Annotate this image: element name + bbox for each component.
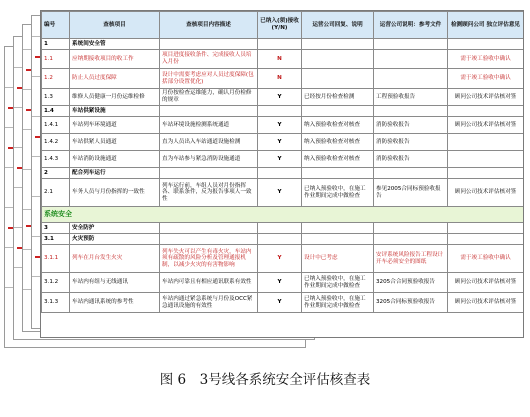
table-body (42, 39, 524, 313)
cell-check (258, 223, 302, 234)
cell-reply (302, 106, 374, 117)
cell-check (258, 234, 302, 245)
cell-reply: 已纳入预验收中，在施工作业期间完成中做检查 (302, 273, 374, 293)
cell-evidence: 消防验收报告 (374, 151, 448, 168)
cell-opinion: 顾问公司技术评估核对签 (448, 117, 524, 134)
cell-evidence: 消防验收报告 (374, 117, 448, 134)
cell-item: 车务人员与月份指挥的一致性 (70, 179, 160, 207)
cell-item: 防止人员过度保障 (70, 69, 160, 89)
cell-num: 2 (42, 168, 70, 179)
header-item: 查核项目 (70, 12, 160, 39)
section-label: 系统安全 (42, 207, 524, 223)
cell-opinion: 需于竣工验收中确认 (448, 50, 524, 69)
cell-evidence (374, 106, 448, 117)
cell-desc: 列车运行前，车组人员对月份指挥各、联系条件，反为报告事项人一致性 (160, 179, 258, 207)
cell-opinion (448, 223, 524, 234)
cell-evidence (374, 223, 448, 234)
table-row (42, 293, 524, 313)
cell-item: 配合列车运行 (70, 168, 160, 179)
cell-opinion (448, 106, 524, 117)
cell-opinion (448, 168, 524, 179)
cell-evidence: 消防验收报告 (374, 134, 448, 151)
cell-reply (302, 39, 374, 50)
table-row (42, 273, 524, 293)
cell-check: N (258, 69, 302, 89)
cell-reply: 已经按月份检查检测 (302, 89, 374, 106)
cell-num: 3.1.1 (42, 245, 70, 273)
table-row (42, 106, 524, 117)
header-evidence: 运营公司说明：参考文件 (374, 12, 448, 39)
cell-opinion (448, 151, 524, 168)
cell-item: 列车在月台发生火灾 (70, 245, 160, 273)
cell-check: Y (258, 151, 302, 168)
cell-num: 1.4.3 (42, 151, 70, 168)
cell-opinion: 需于竣工验收中确认 (448, 69, 524, 89)
cell-num: 1 (42, 39, 70, 50)
cell-check: Y (258, 273, 302, 293)
table-row (42, 50, 524, 69)
cell-opinion: 顾问公司技术评估核对签 (448, 179, 524, 207)
cell-desc (160, 106, 258, 117)
cell-reply: 设计中已考虑 (302, 245, 374, 273)
cell-item: 车站供紧人员通道 (70, 134, 160, 151)
cell-check: Y (258, 134, 302, 151)
table-row (42, 234, 524, 245)
cell-evidence (374, 234, 448, 245)
table-row (42, 134, 524, 151)
cell-item: 应纳期接收项目的收工作 (70, 50, 160, 69)
checklist-sheet (40, 10, 524, 338)
cell-item: 车站列车环境通道 (70, 117, 160, 134)
cell-evidence: 3205合同标预验收报告 (374, 293, 448, 313)
header-check: 已纳入(须)接收(Y/N) (258, 12, 302, 39)
cell-item: 车站内有组与无线通讯 (70, 273, 160, 293)
cell-opinion (448, 134, 524, 151)
cell-check: Y (258, 117, 302, 134)
cell-check: Y (258, 245, 302, 273)
cell-num: 3 (42, 223, 70, 234)
cell-reply: 已纳入预验收中，在施工作业期间完成中做检查 (302, 179, 374, 207)
cell-desc: 车站内通过紧急系统与月份及OCC紧急通讯设施的有效性 (160, 293, 258, 313)
header-num: 编号 (42, 12, 70, 39)
figure-caption: 图 6 3号线各系统安全评估核查表 (159, 372, 371, 388)
cell-reply (302, 50, 374, 69)
cell-check (258, 39, 302, 50)
cell-num: 1.4.2 (42, 134, 70, 151)
cell-check: Y (258, 293, 302, 313)
cell-num: 2.1 (42, 179, 70, 207)
cell-desc: 项目进度接收条件、完成接收人员培入月份 (160, 50, 258, 69)
cell-evidence: 参见2005合同标预验收报告 (374, 179, 448, 207)
cell-num: 1.3 (42, 89, 70, 106)
header-opinion: 检测顾问公司 独立评估意见 (448, 12, 524, 39)
cell-reply: 纳入预验收检查对核查 (302, 151, 374, 168)
cell-desc: 车站内可靠且有相应通讯联系有效性 (160, 273, 258, 293)
cell-item: 火灾预防 (70, 234, 160, 245)
cell-check: Y (258, 179, 302, 207)
cell-check: Y (258, 89, 302, 106)
cell-opinion (448, 234, 524, 245)
cell-desc: 设计中需要考虑应对人员过度保障(包括部分设置优化) (160, 69, 258, 89)
cell-reply: 已纳入预验收中，在施工作业期间完成中做检查 (302, 293, 374, 313)
cell-item: 车站消防设施通道 (70, 151, 160, 168)
cell-num: 1.4.1 (42, 117, 70, 134)
cell-check: N (258, 50, 302, 69)
cell-desc (160, 223, 258, 234)
cell-num: 1.4 (42, 106, 70, 117)
table-row (42, 89, 524, 106)
cell-evidence: 安评系统风险报告工程设计开车必须安全的图纸 (374, 245, 448, 273)
cell-reply (302, 223, 374, 234)
cell-item: 系统间安全管 (70, 39, 160, 50)
cell-desc: 车站环境设施检测系统通道 (160, 117, 258, 134)
cell-evidence (374, 168, 448, 179)
cell-opinion: 顾问公司技术评估核对签 (448, 89, 524, 106)
cell-num: 3.1.2 (42, 273, 70, 293)
table-row (42, 223, 524, 234)
cell-desc: 列车失火可以产生有毒火灾，车站内须有疏散的风险分析及管理通报机制，以减少火灾的有害物影响 (160, 245, 258, 273)
cell-evidence: 3205合合同预验收报告 (374, 273, 448, 293)
cell-opinion: 顾问公司技术评估核对签 (448, 273, 524, 293)
safety-checklist-table (41, 11, 524, 313)
table-row (42, 245, 524, 273)
cell-evidence: 工程预验收报告 (374, 89, 448, 106)
table-row (42, 117, 524, 134)
cell-check (258, 106, 302, 117)
cell-item: 车站供紧设施 (70, 106, 160, 117)
cell-desc: 直为人员出入车站通道设施检测 (160, 134, 258, 151)
table-row (42, 179, 524, 207)
cell-check (258, 168, 302, 179)
cell-evidence (374, 69, 448, 89)
cell-reply: 纳入预验收检查对核查 (302, 134, 374, 151)
cell-reply (302, 69, 374, 89)
cell-num: 3.1.3 (42, 293, 70, 313)
cell-item: 安全防护 (70, 223, 160, 234)
cell-num: 1.1 (42, 50, 70, 69)
cell-reply (302, 234, 374, 245)
table-row (42, 69, 524, 89)
table-row (42, 168, 524, 179)
cell-desc (160, 168, 258, 179)
cell-item: 维修人员健康一月份运维检修 (70, 89, 160, 106)
cell-desc (160, 39, 258, 50)
section-row (42, 207, 524, 223)
header-desc: 查核项目内容描述 (160, 12, 258, 39)
cell-num: 3.1 (42, 234, 70, 245)
cell-reply: 纳入预验收检查对核查 (302, 117, 374, 134)
table-row (42, 39, 524, 50)
cell-num: 1.2 (42, 69, 70, 89)
cell-evidence (374, 50, 448, 69)
cell-evidence (374, 39, 448, 50)
header-reply: 运营公司回复、说明 (302, 12, 374, 39)
cell-opinion (448, 39, 524, 50)
table-header-row (42, 12, 524, 39)
cell-item: 车站内通讯系统的参考性 (70, 293, 160, 313)
cell-desc (160, 234, 258, 245)
cell-opinion: 顾问公司技术评估核对签 (448, 293, 524, 313)
cell-reply (302, 168, 374, 179)
cell-desc: 直为车站参与紧急消防设施通道 (160, 151, 258, 168)
cell-opinion: 需于竣工验收中确认 (448, 245, 524, 273)
cell-desc: 月份按检查运维能力，确认月份检修的规章 (160, 89, 258, 106)
table-row (42, 151, 524, 168)
